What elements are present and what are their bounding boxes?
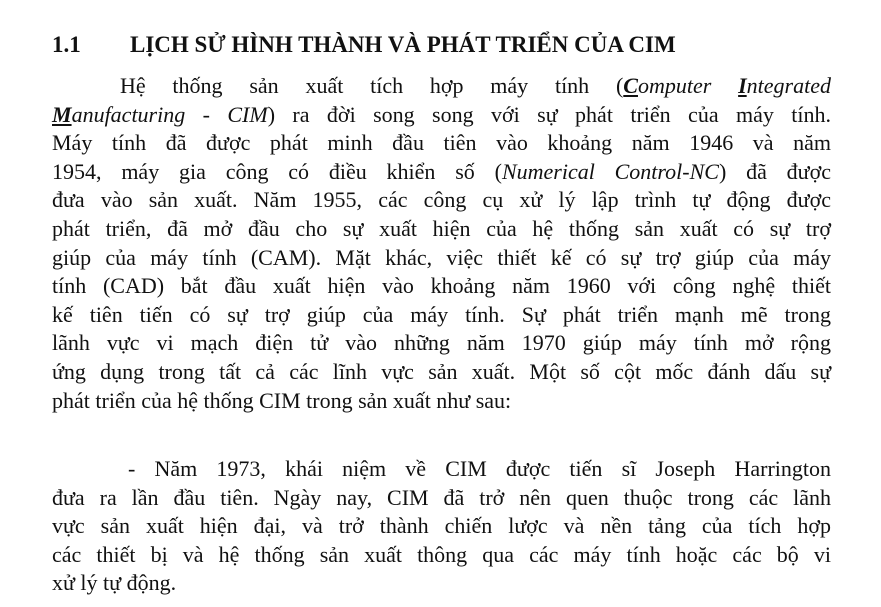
text-line	[52, 158, 831, 187]
text-line: kế tiên tiến có sự trợ giúp của máy tính. Sự phát triển mạnh mẽ trong	[52, 301, 831, 327]
paragraph-milestone-1973	[52, 455, 831, 598]
text-line: phát triển của hệ thống CIM trong sản xuất như sau:	[52, 387, 512, 413]
text-run-italic: omputer	[637, 73, 739, 98]
list-item-line: - Năm 1973, khái niệm về CIM được tiến sĩ Joseph Harrington	[128, 456, 831, 481]
text-line: giúp của máy tính (CAM). Mặt khác, việc thiết kế có sự trợ giúp của máy	[52, 244, 831, 270]
paragraph-history	[52, 72, 831, 415]
text-line: đưa vào sản xuất. Năm 1955, các công cụ xử lý lập trình tự động được	[52, 187, 831, 213]
text-run-italic: Numerical Control-NC	[501, 158, 719, 184]
acronym-letter: M	[52, 101, 72, 127]
text-run-italic: anufacturing - CIM	[71, 101, 268, 127]
text-line: các thiết bị và hệ thống sản xuất thông qua các máy tính hoặc các bộ vi	[52, 541, 831, 567]
acronym-letter: C	[623, 73, 638, 98]
text-line: xử lý tự động.	[52, 570, 177, 596]
text-line: vực sản xuất hiện đại, và trở thành chiến lược và nền tảng của tích hợp	[52, 513, 831, 539]
text-run-italic: ntegrated	[746, 73, 831, 98]
text-line	[52, 101, 831, 130]
text-run: ) đã được	[718, 158, 831, 184]
text-run: 1954, máy gia công có điều khiển số (	[52, 158, 502, 184]
text-run: ) ra đời song song với sự phát triển của máy tính.	[267, 101, 831, 127]
section-heading	[52, 30, 842, 60]
text-run: Hệ thống sản xuất tích hợp máy tính (	[120, 73, 624, 98]
section-title: LỊCH SỬ HÌNH THÀNH VÀ PHÁT TRIỂN CỦA CIM	[130, 32, 676, 57]
text-line: ứng dụng trong tất cả các lĩnh vực sản xuất. Một số cột mốc đánh dấu sự	[52, 358, 831, 384]
text-line: Máy tính đã được phát minh đầu tiên vào khoảng năm 1946 và năm	[52, 130, 831, 156]
section-number: 1.1	[52, 32, 81, 57]
acronym-letter: I	[738, 73, 747, 98]
text-line: lãnh vực vi mạch điện tử vào những năm 1970 giúp máy tính mở rộng	[52, 330, 831, 356]
text-line: phát triển, đã mở đầu cho sự xuất hiện của hệ thống sản xuất có sự trợ	[52, 215, 831, 241]
text-line	[52, 72, 831, 101]
text-line: đưa ra lần đầu tiên. Ngày nay, CIM đã trở nên quen thuộc trong các lãnh	[52, 484, 831, 510]
text-line: tính (CAD) bắt đầu xuất hiện vào khoảng năm 1960 với công nghệ thiết	[52, 273, 831, 299]
